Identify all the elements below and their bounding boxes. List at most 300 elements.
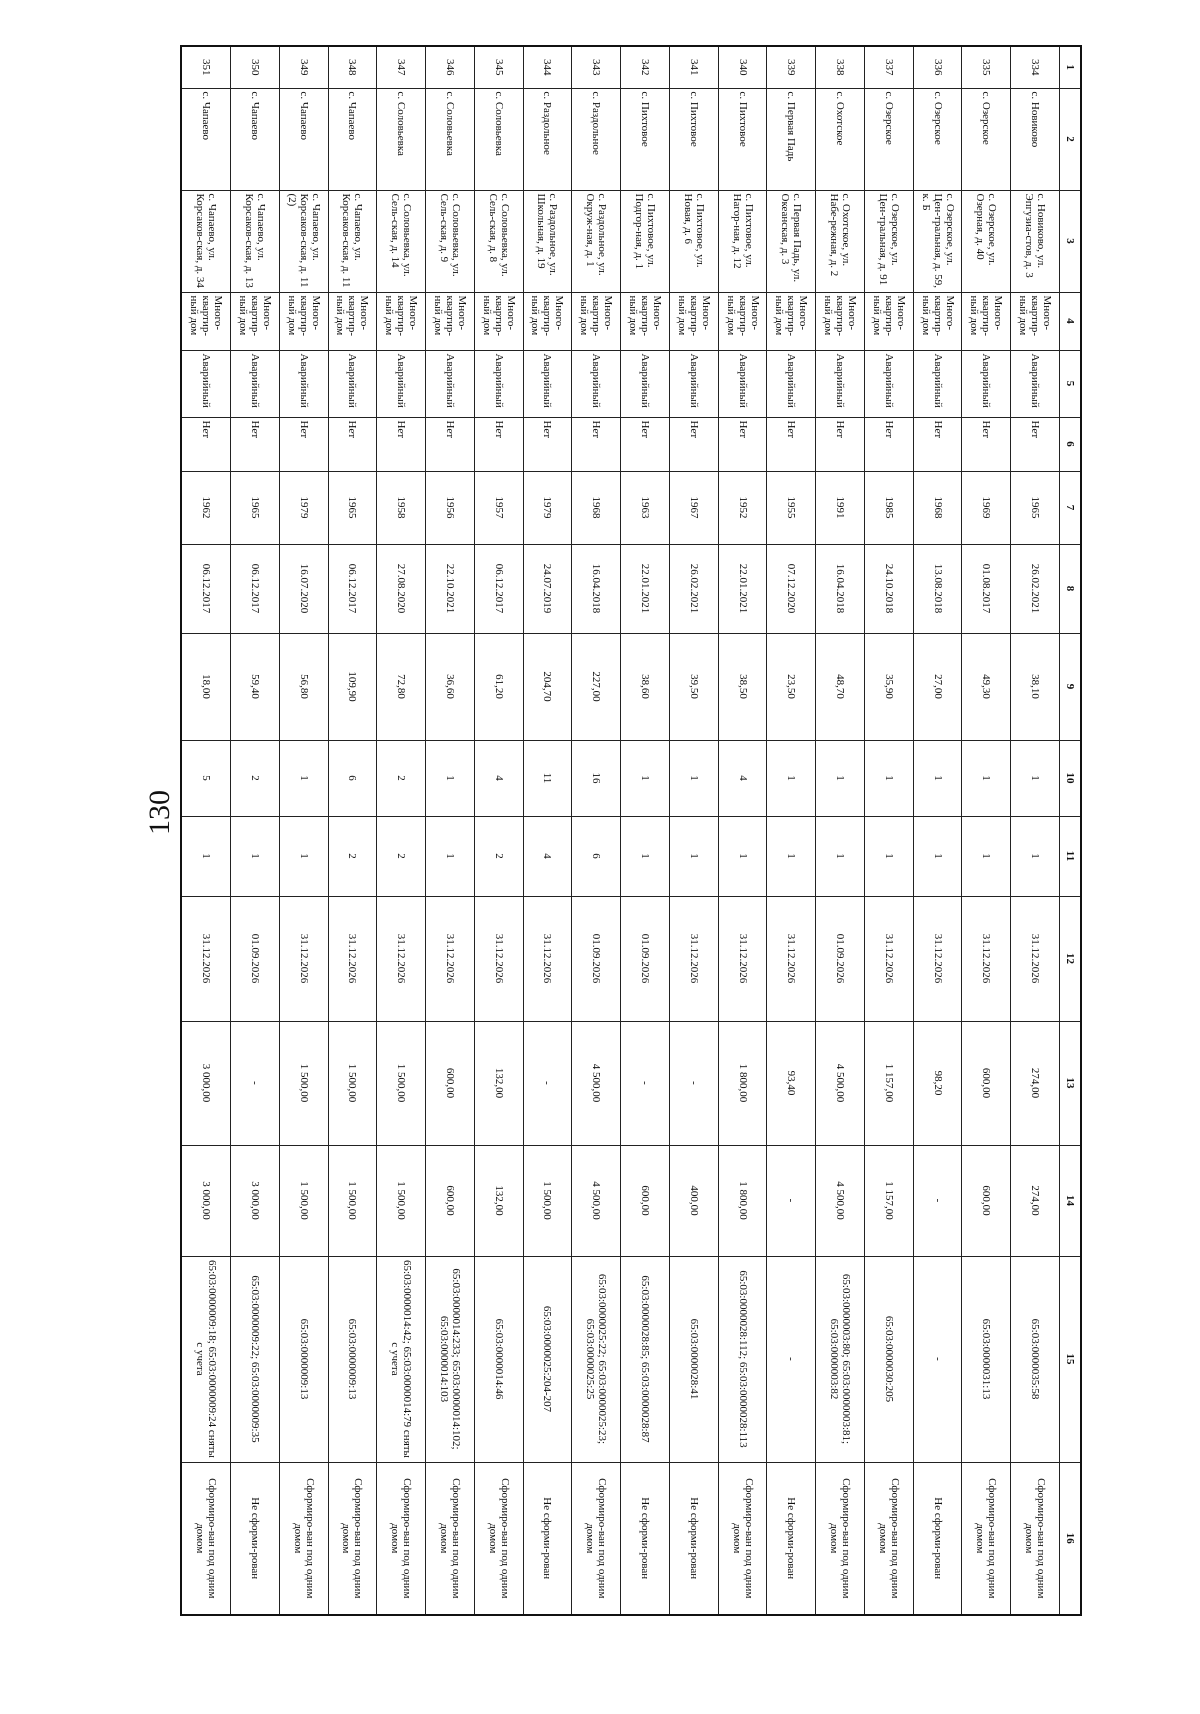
table-cell: с. Чапаево (230, 88, 279, 190)
table-cell: 1 (279, 740, 328, 816)
table-cell: Аварийный (230, 350, 279, 417)
table-cell: 1 500,00 (523, 1145, 572, 1256)
table-cell: 6 (572, 816, 621, 896)
table-row (913, 46, 962, 1615)
table-cell: 274,00 (1011, 1021, 1060, 1145)
table-cell: 22.10.2021 (426, 544, 475, 633)
table-cell: Много-квартир-ный дом (230, 292, 279, 350)
table-cell: Много-квартир-ный дом (328, 292, 377, 350)
table-cell: 1952 (718, 471, 767, 544)
table-cell: 1985 (864, 471, 913, 544)
table-cell: 31.12.2026 (377, 896, 426, 1021)
table-cell: с. Чапаево (328, 88, 377, 190)
table-cell: 343 (572, 46, 621, 88)
table-cell: 31.12.2026 (962, 896, 1011, 1021)
table-cell: Аварийный (718, 350, 767, 417)
table-cell: 01.09.2026 (572, 896, 621, 1021)
table-cell: 2 (474, 816, 523, 896)
table-cell: 344 (523, 46, 572, 88)
table-cell: - (913, 1256, 962, 1462)
table-cell: 3 000,00 (181, 1145, 230, 1256)
table-cell: 16 (572, 740, 621, 816)
table-cell: 1 (181, 816, 230, 896)
table-cell: 1 (669, 740, 718, 816)
table-cell: 342 (621, 46, 670, 88)
table-cell: 38,60 (621, 633, 670, 740)
table-cell: 22.01.2021 (621, 544, 670, 633)
table-row (377, 46, 426, 1615)
table-cell: - (621, 1021, 670, 1145)
table-cell: 72,80 (377, 633, 426, 740)
table-cell: 36,60 (426, 633, 475, 740)
table-cell: 132,00 (474, 1145, 523, 1256)
table-cell: 1 (669, 816, 718, 896)
table-cell: 06.12.2017 (474, 544, 523, 633)
column-header: 12 (1060, 896, 1082, 1021)
table-cell: 1 157,00 (864, 1021, 913, 1145)
table-cell: 1965 (230, 471, 279, 544)
table-cell: 1 (913, 740, 962, 816)
table-row (181, 46, 230, 1615)
table-cell: Много-квартир-ный дом (864, 292, 913, 350)
table-cell: Аварийный (474, 350, 523, 417)
table-cell: - (767, 1145, 816, 1256)
table-cell: 11 (523, 740, 572, 816)
table-cell: 31.12.2026 (864, 896, 913, 1021)
table-cell: 339 (767, 46, 816, 88)
table-cell: с. Пихтовое (669, 88, 718, 190)
column-header: 10 (1060, 740, 1082, 816)
table-cell: 600,00 (426, 1145, 475, 1256)
table-cell: с. Чапаево, ул. Корсаков-ская, д. 11 (328, 190, 377, 292)
column-header: 15 (1060, 1256, 1082, 1462)
table-cell: 31.12.2026 (913, 896, 962, 1021)
table-cell: с. Раздольное, ул. Школьная, д. 19 (523, 190, 572, 292)
column-header: 4 (1060, 292, 1082, 350)
table-cell: 59,40 (230, 633, 279, 740)
table-cell: с. Новиково, ул. Эпгузиа-стов, д. 3 (1011, 190, 1060, 292)
table-cell: Нет (864, 417, 913, 471)
table-cell: 06.12.2017 (230, 544, 279, 633)
table-cell: 1 (864, 740, 913, 816)
table-cell: 1958 (377, 471, 426, 544)
column-header: 6 (1060, 417, 1082, 471)
table-cell: с. Соловьевка, ул. Сель-ская, д. 9 (426, 190, 475, 292)
table-cell: 18,00 (181, 633, 230, 740)
table-cell: 1991 (816, 471, 865, 544)
table-cell: 31.12.2026 (767, 896, 816, 1021)
table-cell: 338 (816, 46, 865, 88)
column-header: 14 (1060, 1145, 1082, 1256)
table-row (1011, 46, 1060, 1615)
table-cell: Нет (474, 417, 523, 471)
column-header: 3 (1060, 190, 1082, 292)
table-cell: 65:03:0000028:112; 65:03:0000028:113 (718, 1256, 767, 1462)
table-cell: 38,50 (718, 633, 767, 740)
table-cell: Аварийный (864, 350, 913, 417)
table-cell: с. Озерское, ул. Цен-тральная, д. 91 (864, 190, 913, 292)
table-cell: 31.12.2026 (718, 896, 767, 1021)
table-cell: 1 (864, 816, 913, 896)
table-row (962, 46, 1011, 1615)
table-cell: 56,80 (279, 633, 328, 740)
table-cell: Много-квартир-ный дом (718, 292, 767, 350)
table-cell: 07.12.2020 (767, 544, 816, 633)
table-cell: 227,00 (572, 633, 621, 740)
table-cell: 06.12.2017 (181, 544, 230, 633)
table-cell: 65:03:0000025:204-207 (523, 1256, 572, 1462)
table-cell: Нет (767, 417, 816, 471)
table-cell: 204,70 (523, 633, 572, 740)
table-cell: 1 800,00 (718, 1145, 767, 1256)
table-row (718, 46, 767, 1615)
table-cell: с. Пихтовое (718, 88, 767, 190)
table-cell: - (913, 1145, 962, 1256)
table-cell: 1 (767, 816, 816, 896)
table-cell: Нет (962, 417, 1011, 471)
table-cell: Аварийный (572, 350, 621, 417)
table-cell: с. Озерское (962, 88, 1011, 190)
table-cell: Нет (377, 417, 426, 471)
table-cell: 337 (864, 46, 913, 88)
table-cell: Не сформи-рован (913, 1462, 962, 1615)
table-cell: 1 (816, 740, 865, 816)
table-cell: 65:03:0000003:80; 65:03:0000003:81; 65:03:0000003:82 (816, 1256, 865, 1462)
table-cell: 1979 (279, 471, 328, 544)
table-cell: Нет (230, 417, 279, 471)
table-cell: с. Чапаево (181, 88, 230, 190)
column-header: 11 (1060, 816, 1082, 896)
table-cell: с. Озерское (864, 88, 913, 190)
table-cell: 31.12.2026 (426, 896, 475, 1021)
table-cell: с. Пихтовое, ул. Нагор-ная, д. 12 (718, 190, 767, 292)
table-cell: 4 500,00 (572, 1021, 621, 1145)
table-cell: с. Раздольное (572, 88, 621, 190)
column-header: 1 (1060, 46, 1082, 88)
table-cell: с. Соловьевка (474, 88, 523, 190)
table-cell: 400,00 (669, 1145, 718, 1256)
table-cell: 31.12.2026 (181, 896, 230, 1021)
table-cell: 1 (767, 740, 816, 816)
table-cell: 38,10 (1011, 633, 1060, 740)
table-cell: - (767, 1256, 816, 1462)
table-cell: 335 (962, 46, 1011, 88)
table-cell: Много-квартир-ный дом (572, 292, 621, 350)
table-cell: 600,00 (962, 1145, 1011, 1256)
table-cell: 24.10.2018 (864, 544, 913, 633)
table-cell: Аварийный (523, 350, 572, 417)
table-body (181, 46, 1060, 1615)
table-cell: Аварийный (426, 350, 475, 417)
table-cell: 35,90 (864, 633, 913, 740)
table-row (621, 46, 670, 1615)
table-cell: с. Озерское, ул. Цен-тральная, д. 59, к. Б (913, 190, 962, 292)
table-cell: Аварийный (621, 350, 670, 417)
table-cell: 1963 (621, 471, 670, 544)
table-cell: с. Первая Падь, ул. Океанская, д. 3 (767, 190, 816, 292)
table-cell: Сформиро-ван под одним домом (816, 1462, 865, 1615)
table-cell: с. Охотское (816, 88, 865, 190)
table-cell: Много-квартир-ный дом (377, 292, 426, 350)
table-cell: Нет (1011, 417, 1060, 471)
table-cell: 1979 (523, 471, 572, 544)
table-cell: 1968 (913, 471, 962, 544)
table-cell: 22.01.2021 (718, 544, 767, 633)
table-cell: 1957 (474, 471, 523, 544)
table-cell: Сформиро-ван под одним домом (864, 1462, 913, 1615)
table-cell: 65:03:0000009:22; 65:03:0000009:35 (230, 1256, 279, 1462)
table-cell: Много-квартир-ный дом (816, 292, 865, 350)
table-row (864, 46, 913, 1615)
table-cell: 06.12.2017 (328, 544, 377, 633)
table-cell: с. Раздольное, ул. Окруж-ная, д. 1 (572, 190, 621, 292)
table-row (426, 46, 475, 1615)
table-cell: 600,00 (962, 1021, 1011, 1145)
table-cell: 3 000,00 (230, 1145, 279, 1256)
table-cell: Аварийный (669, 350, 718, 417)
table-cell: 349 (279, 46, 328, 88)
table-cell: 132,00 (474, 1021, 523, 1145)
table-cell: 26.02.2021 (1011, 544, 1060, 633)
table-cell: Нет (669, 417, 718, 471)
table-cell: 1965 (1011, 471, 1060, 544)
column-header: 7 (1060, 471, 1082, 544)
table-cell: Не сформи-рован (230, 1462, 279, 1615)
table-cell: 2 (377, 816, 426, 896)
table-cell: 65:03:0000009:13 (279, 1256, 328, 1462)
table-cell: Нет (279, 417, 328, 471)
table-cell: 5 (181, 740, 230, 816)
table-row (328, 46, 377, 1615)
table-cell: 1962 (181, 471, 230, 544)
table-cell: 01.09.2026 (230, 896, 279, 1021)
table-cell: 2 (230, 740, 279, 816)
table-cell: - (523, 1021, 572, 1145)
table-cell: 348 (328, 46, 377, 88)
table-cell: 1 (230, 816, 279, 896)
table-cell: 65:03:0000030:205 (864, 1256, 913, 1462)
table-cell: с. Первая Падь (767, 88, 816, 190)
table-cell: Много-квартир-ный дом (913, 292, 962, 350)
table-cell: 1 (279, 816, 328, 896)
table-cell: 334 (1011, 46, 1060, 88)
table-cell: 16.04.2018 (816, 544, 865, 633)
table-cell: 4 500,00 (572, 1145, 621, 1256)
table-cell: Много-квартир-ный дом (523, 292, 572, 350)
table-cell: 1 (962, 740, 1011, 816)
table-cell: Много-квартир-ный дом (669, 292, 718, 350)
table-cell: 4 500,00 (816, 1021, 865, 1145)
column-header: 13 (1060, 1021, 1082, 1145)
table-cell: 350 (230, 46, 279, 88)
table-cell: Не сформи-рован (767, 1462, 816, 1615)
table-cell: 65:03:0000009:18; 65:03:0000009:24 сняты с учета (181, 1256, 230, 1462)
table-cell: 26.02.2021 (669, 544, 718, 633)
table-row (669, 46, 718, 1615)
column-header: 5 (1060, 350, 1082, 417)
table-cell: 65:03:0000028:85; 65:03:0000028:87 (621, 1256, 670, 1462)
table-cell: Много-квартир-ный дом (474, 292, 523, 350)
table-cell: 1 500,00 (377, 1021, 426, 1145)
table-cell: Не сформи-рован (523, 1462, 572, 1615)
table-row (816, 46, 865, 1615)
table-cell: с. Пихтовое, ул. Подгор-ная, д. 1 (621, 190, 670, 292)
table-cell: 31.12.2026 (1011, 896, 1060, 1021)
table-cell: с. Новиково (1011, 88, 1060, 190)
table-cell: 4 (474, 740, 523, 816)
table-cell: Много-квартир-ный дом (621, 292, 670, 350)
table-cell: с. Озерское (913, 88, 962, 190)
table-cell: 274,00 (1011, 1145, 1060, 1256)
table-cell: 1 800,00 (718, 1021, 767, 1145)
table-cell: 1956 (426, 471, 475, 544)
table-cell: 600,00 (621, 1145, 670, 1256)
table-cell: 65:03:0000014:233; 65:03:0000014:102; 65:03:0000014:103 (426, 1256, 475, 1462)
table-cell: с. Чапаево, ул. Корсаков-ская, д. 13 (230, 190, 279, 292)
table-cell: с. Соловьевка, ул. Сель-ская, д. 8 (474, 190, 523, 292)
column-header: 2 (1060, 88, 1082, 190)
table-cell: 1965 (328, 471, 377, 544)
table-cell: Нет (181, 417, 230, 471)
table-cell: Много-квартир-ный дом (181, 292, 230, 350)
table-cell: 4 (523, 816, 572, 896)
table-cell: с. Соловьевка, ул. Сель-ская, д. 14 (377, 190, 426, 292)
table-cell: с. Пихтовое (621, 88, 670, 190)
table-cell: 1 500,00 (279, 1145, 328, 1256)
table-cell: 27.08.2020 (377, 544, 426, 633)
table-cell: 1 (816, 816, 865, 896)
table-cell: 65:03:0000014:46 (474, 1256, 523, 1462)
table-cell: Нет (523, 417, 572, 471)
emergency-housing-table (180, 45, 1082, 1616)
table-cell: Сформиро-ван под одним домом (718, 1462, 767, 1615)
table-cell: 01.08.2017 (962, 544, 1011, 633)
table-row (572, 46, 621, 1615)
table-cell: 31.12.2026 (328, 896, 377, 1021)
table-header-row (1060, 46, 1082, 1615)
table-cell: Много-квартир-ный дом (279, 292, 328, 350)
table-cell: Сформиро-ван под одним домом (474, 1462, 523, 1615)
table-cell: 65:03:0000009:13 (328, 1256, 377, 1462)
table-cell: 1 (718, 816, 767, 896)
table-cell: Сформиро-ван под одним домом (328, 1462, 377, 1615)
table-cell: с. Чапаево, ул. Корсаков-ская, д. 11 (2) (279, 190, 328, 292)
table-cell: с. Раздольное (523, 88, 572, 190)
table-cell: с. Озерское, ул. Озерная, д. 40 (962, 190, 1011, 292)
table-cell: Много-квартир-ный дом (426, 292, 475, 350)
table-cell: 61,20 (474, 633, 523, 740)
table-cell: 65:03:0000035:58 (1011, 1256, 1060, 1462)
table-cell: Нет (328, 417, 377, 471)
table-cell: 16.07.2020 (279, 544, 328, 633)
table-row (767, 46, 816, 1615)
table-cell: Нет (718, 417, 767, 471)
table-cell: 16.04.2018 (572, 544, 621, 633)
table-cell: 1 (426, 816, 475, 896)
table-cell: Сформиро-ван под одним домом (279, 1462, 328, 1615)
column-header: 16 (1060, 1462, 1082, 1615)
table-cell: 1 (1011, 816, 1060, 896)
table-cell: Нет (426, 417, 475, 471)
table-row (523, 46, 572, 1615)
table-cell: 31.12.2026 (669, 896, 718, 1021)
table-cell: Сформиро-ван под одним домом (1011, 1462, 1060, 1615)
table-cell: 109,90 (328, 633, 377, 740)
table-cell: 31.12.2026 (474, 896, 523, 1021)
table-cell: 1 (621, 816, 670, 896)
table-cell: 65:03:0000025:22; 65:03:0000025:23; 65:03:0000025:25 (572, 1256, 621, 1462)
table-cell: 1 157,00 (864, 1145, 913, 1256)
column-header: 9 (1060, 633, 1082, 740)
table-cell: 1969 (962, 471, 1011, 544)
table-cell: 31.12.2026 (279, 896, 328, 1021)
table-cell: Много-квартир-ный дом (1011, 292, 1060, 350)
table-cell: Сформиро-ван под одним домом (962, 1462, 1011, 1615)
table-cell: с. Чапаево (279, 88, 328, 190)
table-cell: Аварийный (913, 350, 962, 417)
table-cell: Аварийный (377, 350, 426, 417)
table-cell: Не сформи-рован (669, 1462, 718, 1615)
table-cell: Аварийный (962, 350, 1011, 417)
table-cell: 1 500,00 (377, 1145, 426, 1256)
table-cell: 01.09.2026 (816, 896, 865, 1021)
rotated-page-content (180, 45, 1082, 1614)
table-cell: 1 (621, 740, 670, 816)
table-cell: 27,00 (913, 633, 962, 740)
table-cell: 13.08.2018 (913, 544, 962, 633)
table-cell: 341 (669, 46, 718, 88)
table-cell: Нет (621, 417, 670, 471)
table-cell: - (230, 1021, 279, 1145)
table-cell: Сформиро-ван под одним домом (181, 1462, 230, 1615)
table-cell: Сформиро-ван под одним домом (426, 1462, 475, 1615)
table-cell: Много-квартир-ный дом (767, 292, 816, 350)
table-cell: 1 (962, 816, 1011, 896)
table-cell: с. Соловьевка (377, 88, 426, 190)
table-cell: 98,20 (913, 1021, 962, 1145)
table-cell: 345 (474, 46, 523, 88)
page-number: 130 (143, 790, 176, 835)
table-cell: с. Соловьевка (426, 88, 475, 190)
table-cell: 24.07.2019 (523, 544, 572, 633)
table-cell: 31.12.2026 (523, 896, 572, 1021)
table-cell: 336 (913, 46, 962, 88)
table-cell: 1 500,00 (328, 1145, 377, 1256)
table-cell: с. Пихтовое, ул. Новая, д. 6 (669, 190, 718, 292)
table-cell: 600,00 (426, 1021, 475, 1145)
table-cell: Аварийный (1011, 350, 1060, 417)
table-cell: 3 000,00 (181, 1021, 230, 1145)
table-cell: 340 (718, 46, 767, 88)
table-row (474, 46, 523, 1615)
table-cell: 1 500,00 (328, 1021, 377, 1145)
table-cell: Аварийный (816, 350, 865, 417)
table-cell: 2 (377, 740, 426, 816)
table-row (279, 46, 328, 1615)
table-cell: 1 (913, 816, 962, 896)
table-cell: 1968 (572, 471, 621, 544)
table-cell: 351 (181, 46, 230, 88)
table-cell: Аварийный (279, 350, 328, 417)
table-cell: 65:03:0000028:41 (669, 1256, 718, 1462)
table-cell: 2 (328, 816, 377, 896)
table-cell: Аварийный (767, 350, 816, 417)
table-cell: 65:03:0000031:13 (962, 1256, 1011, 1462)
table-cell: - (669, 1021, 718, 1145)
table-cell: с. Чапаево, ул. Корсаков-ская, д. 34 (181, 190, 230, 292)
table-cell: Много-квартир-ный дом (962, 292, 1011, 350)
table-cell: 23,50 (767, 633, 816, 740)
